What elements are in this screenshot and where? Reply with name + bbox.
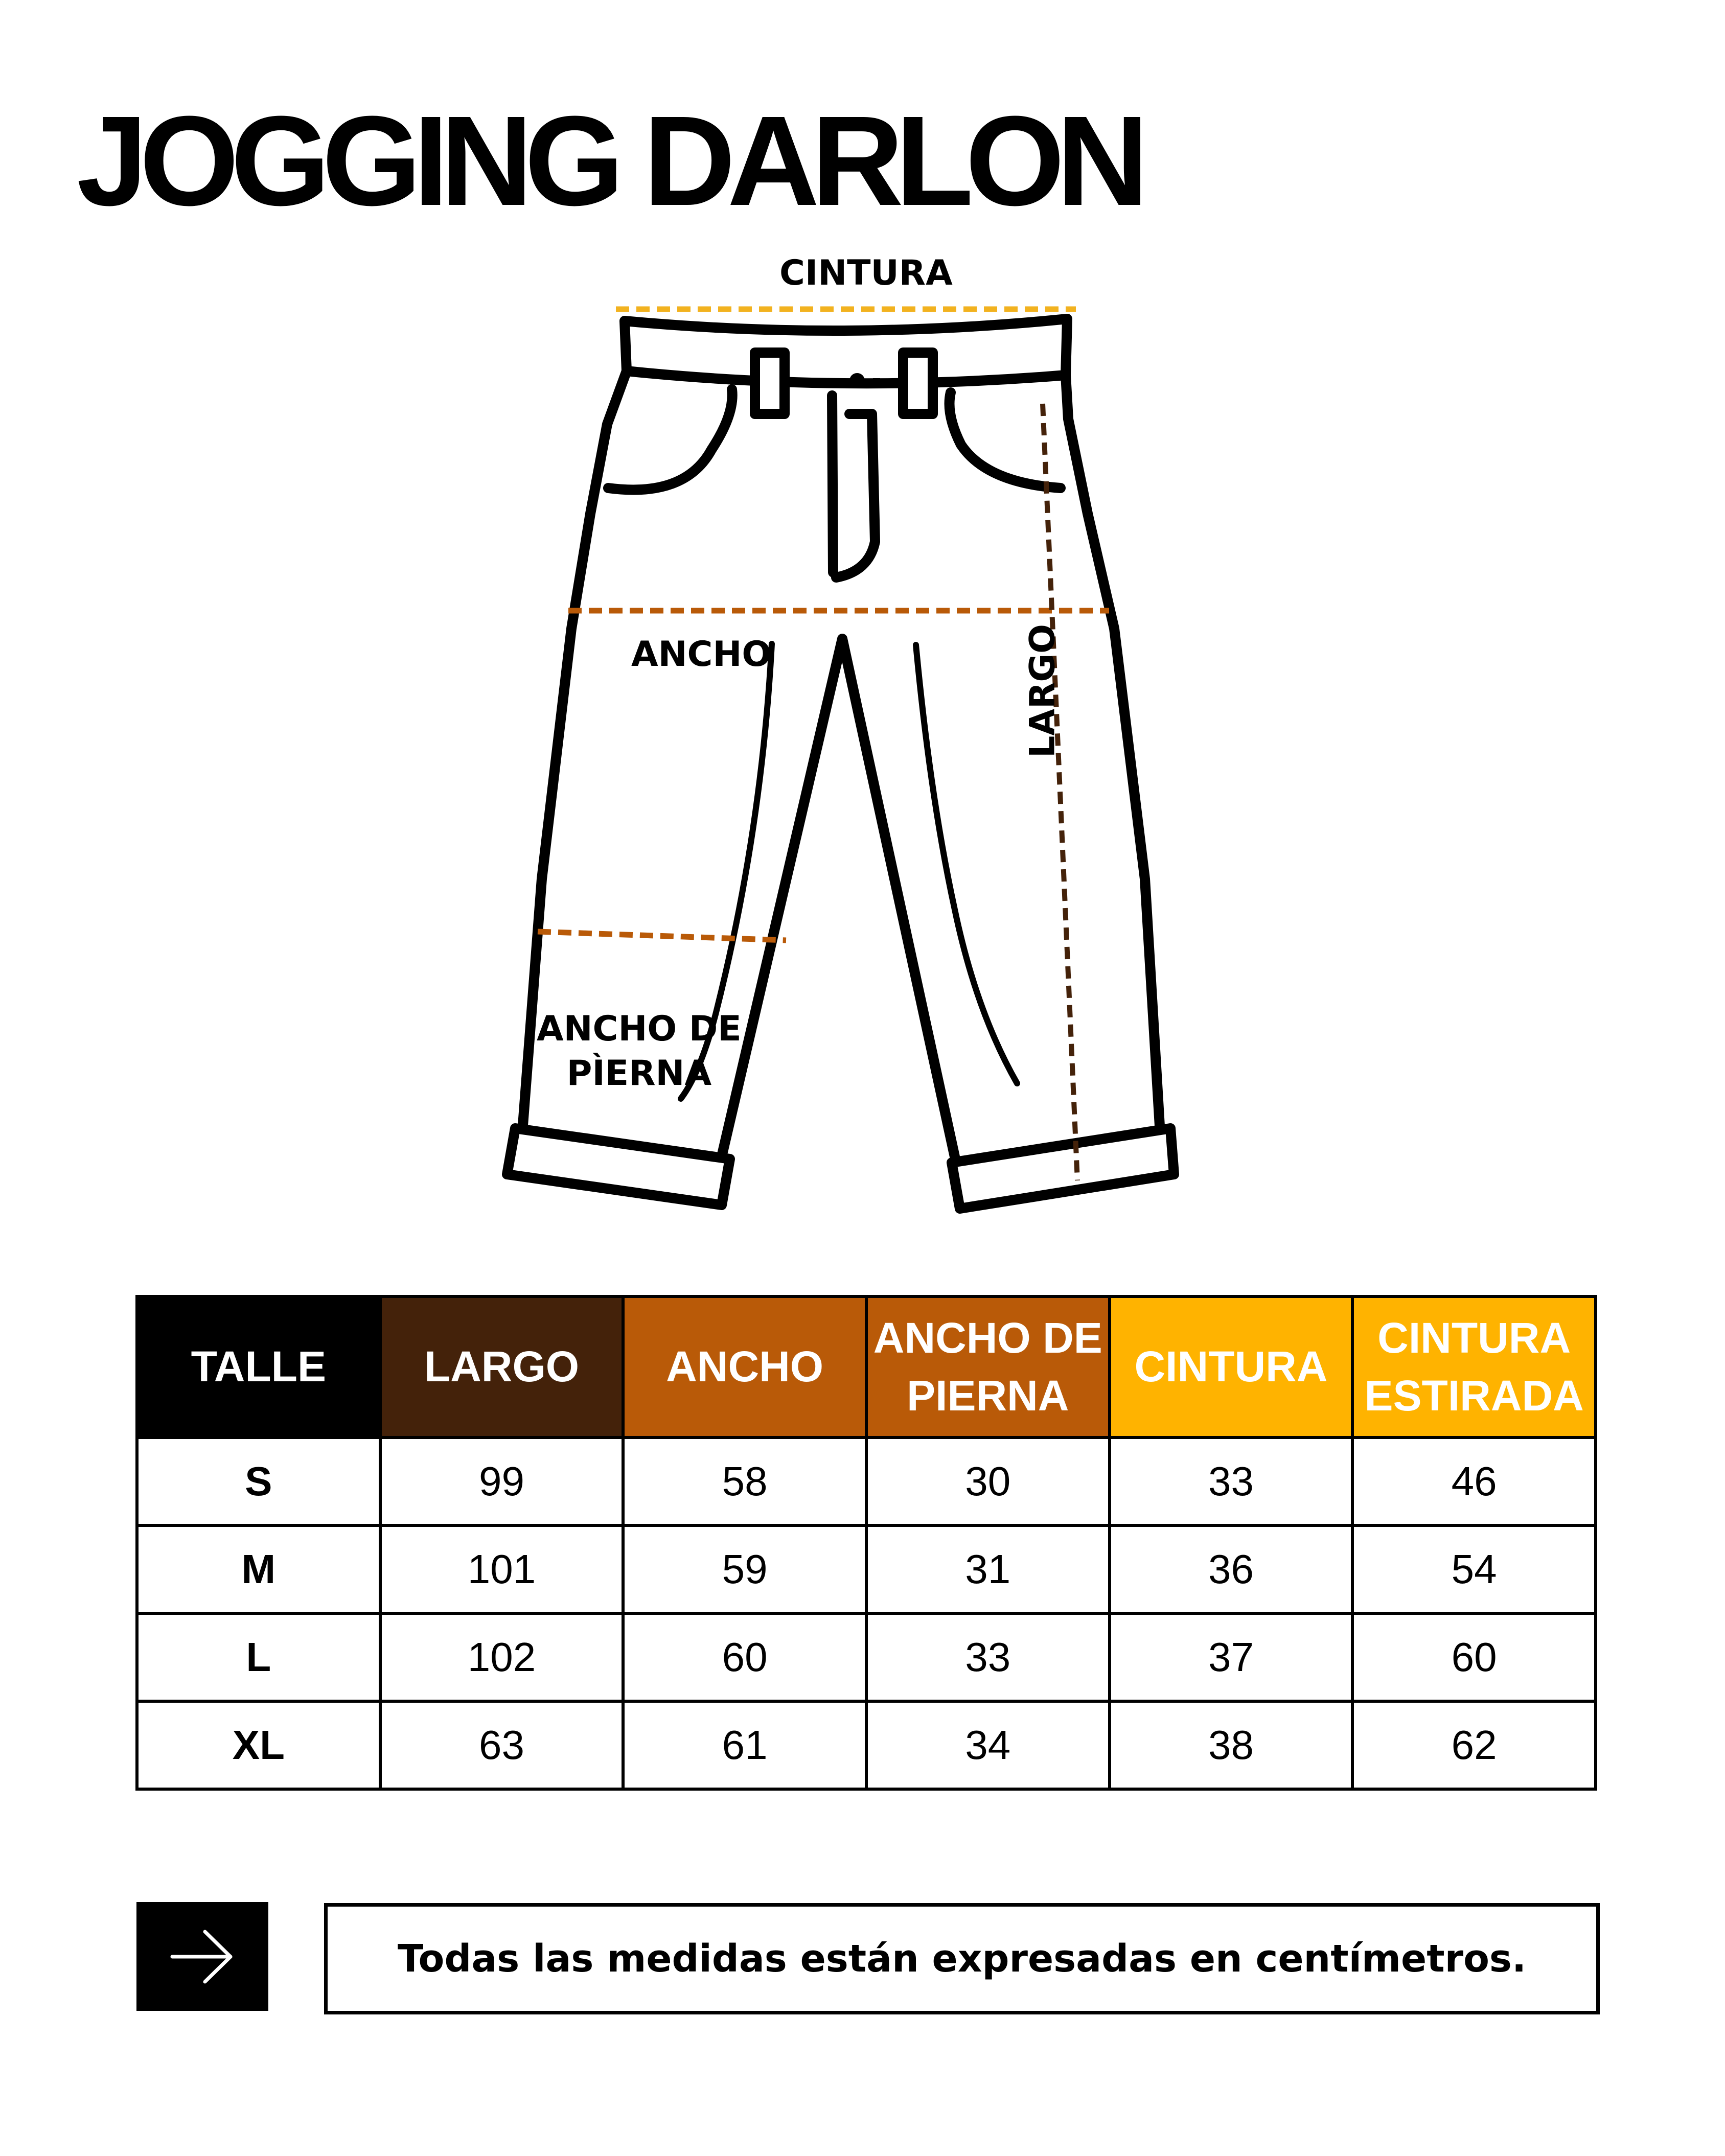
header-cintura-estirada bbox=[1352, 1296, 1596, 1438]
cell-largo: 101 bbox=[380, 1525, 624, 1613]
arrow-right-icon-box bbox=[136, 1902, 268, 2011]
header-ancho bbox=[623, 1296, 866, 1438]
button-hole bbox=[873, 378, 880, 385]
table-row bbox=[137, 1525, 1596, 1613]
table-row bbox=[137, 1438, 1596, 1525]
measurement-note bbox=[324, 1903, 1600, 2014]
header-talle bbox=[137, 1296, 380, 1438]
cell-ancho: 60 bbox=[623, 1613, 866, 1701]
header-largo-text: LARGO bbox=[424, 1342, 580, 1391]
table-row bbox=[137, 1613, 1596, 1701]
table-row bbox=[137, 1701, 1596, 1789]
header-ancho-de-pierna-line1: ANCHO DE bbox=[873, 1313, 1102, 1362]
cell-cintura-estirada: 62 bbox=[1352, 1701, 1596, 1789]
cell-ancho: 61 bbox=[623, 1701, 866, 1789]
cell-ancho-de-pierna: 34 bbox=[866, 1701, 1110, 1789]
ancho-pierna-measure-line bbox=[538, 932, 786, 940]
fly-stitch bbox=[836, 414, 875, 577]
button bbox=[849, 373, 865, 388]
label-largo: LARGO bbox=[1022, 624, 1063, 758]
header-ancho-de-pierna bbox=[866, 1296, 1110, 1438]
belt-loop-left bbox=[755, 353, 785, 414]
cell-ancho-de-pierna: 31 bbox=[866, 1525, 1110, 1613]
cell-ancho: 58 bbox=[623, 1438, 866, 1525]
header-cintura-estirada-line2: ESTIRADA bbox=[1364, 1372, 1584, 1420]
header-ancho-text: ANCHO bbox=[666, 1342, 824, 1391]
cell-cintura-estirada: 46 bbox=[1352, 1438, 1596, 1525]
cell-talle: XL bbox=[137, 1701, 380, 1789]
cell-largo: 102 bbox=[380, 1613, 624, 1701]
label-ancho-de-pierna bbox=[537, 1007, 742, 1096]
cell-talle: S bbox=[137, 1438, 380, 1525]
label-cintura: CINTURA bbox=[779, 253, 953, 293]
cell-cintura: 33 bbox=[1110, 1438, 1353, 1525]
header-talle-text: TALLE bbox=[191, 1342, 327, 1391]
label-ancho-de-pierna-line2: PÌERNA bbox=[566, 1053, 712, 1094]
table-header-row bbox=[137, 1296, 1596, 1438]
waistband bbox=[625, 319, 1067, 383]
cell-ancho-de-pierna: 30 bbox=[866, 1438, 1110, 1525]
cell-ancho-de-pierna: 33 bbox=[866, 1613, 1110, 1701]
cell-ancho: 59 bbox=[623, 1525, 866, 1613]
cell-cintura: 38 bbox=[1110, 1701, 1353, 1789]
pocket-left bbox=[608, 389, 732, 490]
cell-talle: M bbox=[137, 1525, 380, 1613]
cell-largo: 63 bbox=[380, 1701, 624, 1789]
fly bbox=[832, 396, 833, 572]
largo-measure-line bbox=[1043, 404, 1077, 1180]
crease-right bbox=[916, 645, 1017, 1083]
arrow-right-icon bbox=[169, 1929, 236, 1985]
cell-largo: 99 bbox=[380, 1438, 624, 1525]
header-cintura-estirada-line1: CINTURA bbox=[1377, 1313, 1571, 1362]
header-cintura-text: CINTURA bbox=[1134, 1342, 1328, 1391]
cell-talle: L bbox=[137, 1613, 380, 1701]
cell-cintura: 36 bbox=[1110, 1525, 1353, 1613]
header-ancho-de-pierna-line2: PIERNA bbox=[907, 1372, 1069, 1420]
cuff-right bbox=[952, 1128, 1174, 1209]
header-cintura bbox=[1110, 1296, 1353, 1438]
size-chart-table bbox=[135, 1295, 1597, 1791]
cell-cintura-estirada: 54 bbox=[1352, 1525, 1596, 1613]
cuff-left bbox=[507, 1128, 730, 1205]
label-ancho-de-pierna-line1: ANCHO DE bbox=[537, 1009, 742, 1049]
cell-cintura-estirada: 60 bbox=[1352, 1613, 1596, 1701]
label-ancho: ANCHO bbox=[631, 634, 772, 675]
cell-cintura: 37 bbox=[1110, 1613, 1353, 1701]
measurement-note-text: Todas las medidas están expresadas en centímetros. bbox=[397, 1937, 1527, 1981]
page-title: JOGGING DARLON bbox=[77, 89, 1141, 232]
belt-loop-right bbox=[903, 353, 933, 414]
header-largo bbox=[380, 1296, 624, 1438]
